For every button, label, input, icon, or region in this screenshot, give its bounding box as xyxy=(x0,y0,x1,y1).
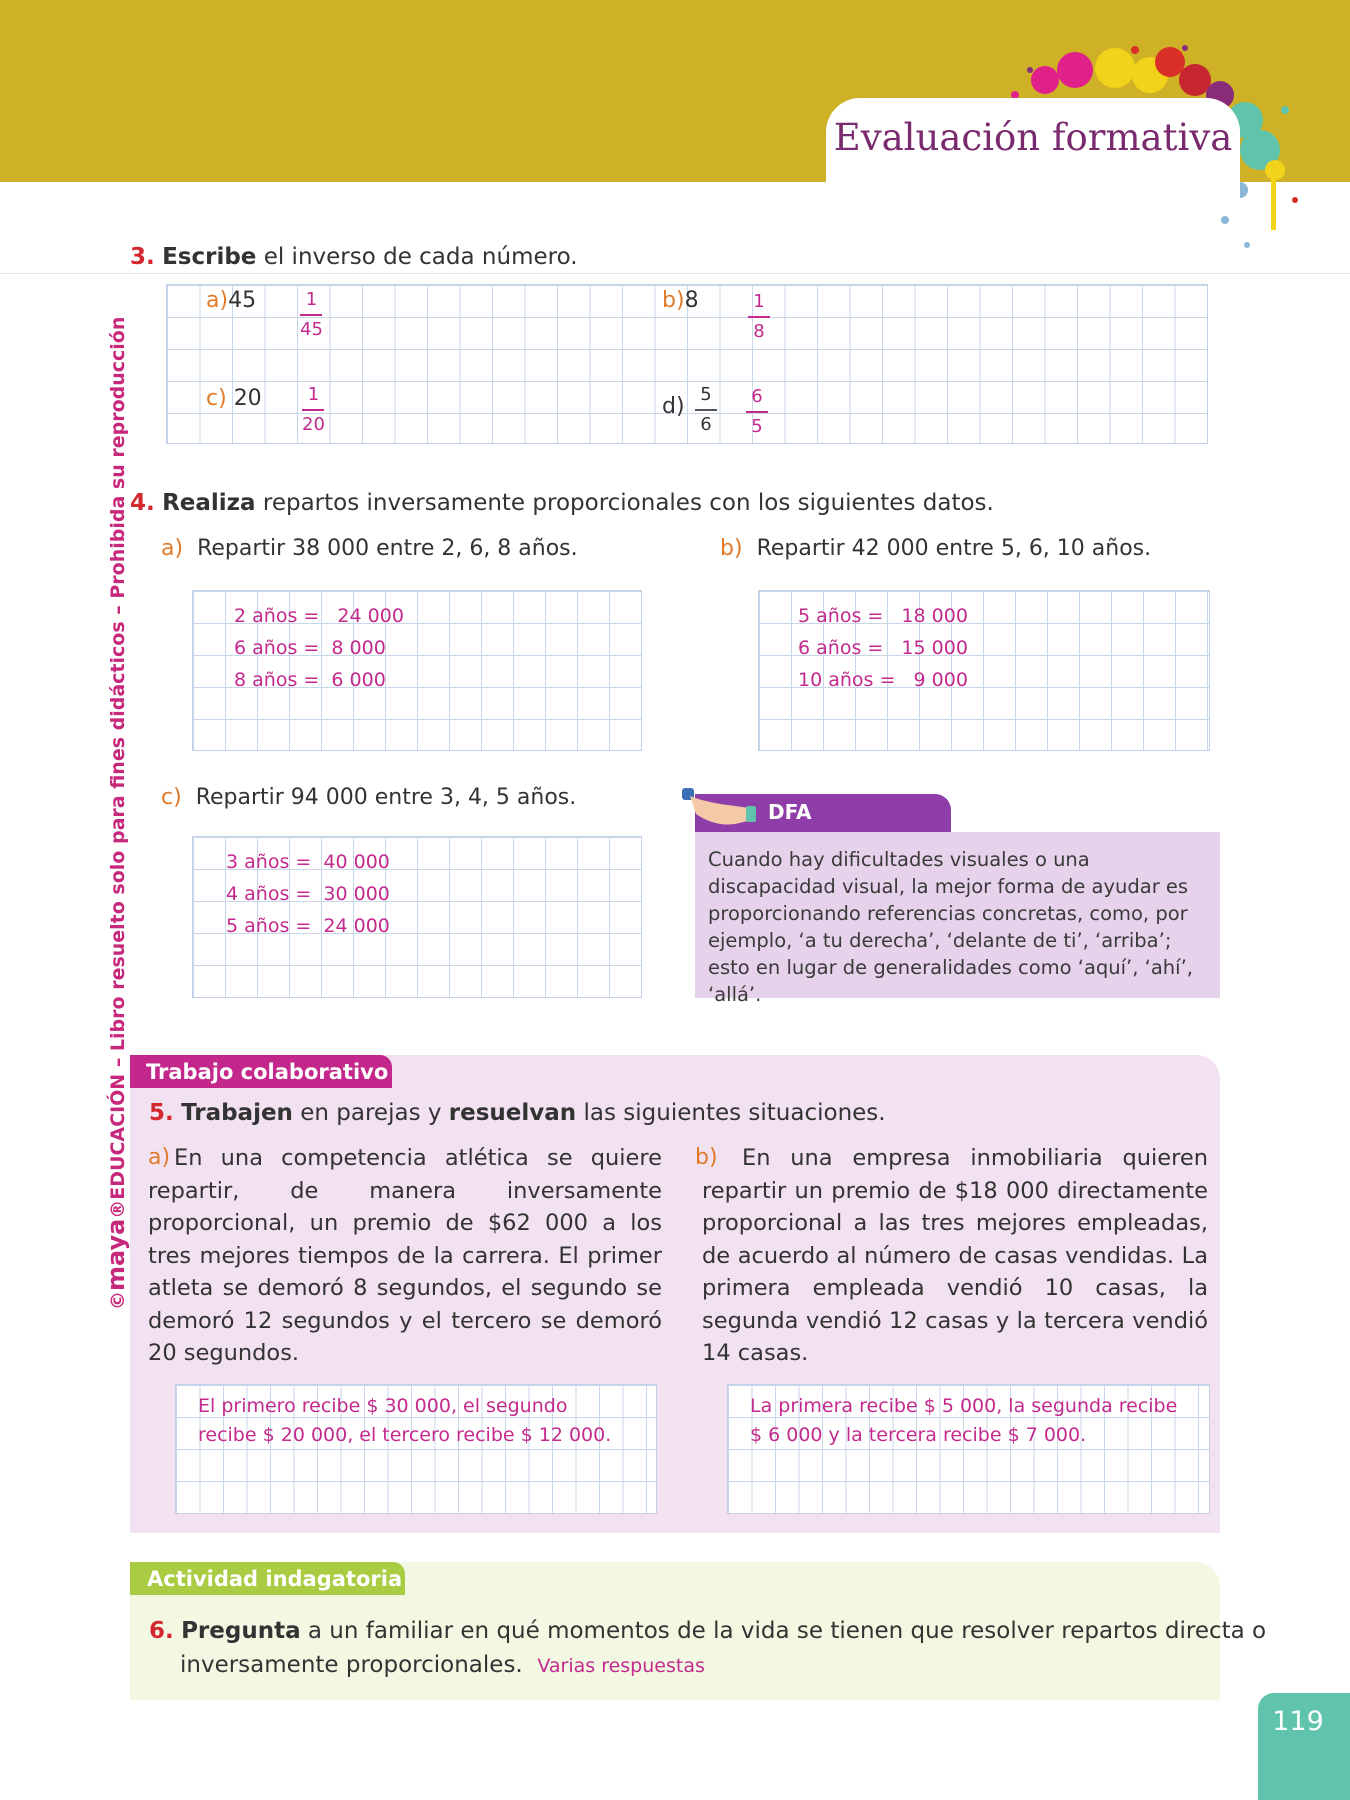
q4-part-b: b) Repartir 42 000 entre 5, 6, 10 años. xyxy=(720,536,1152,561)
page-number: 119 xyxy=(1272,1706,1324,1737)
q5-a-label: a) xyxy=(148,1145,171,1170)
q3-answer-c: 1 20 xyxy=(302,384,325,435)
q5-b-label: b) xyxy=(695,1145,718,1170)
q3-item-b: b)8 xyxy=(662,288,699,313)
q3-item-d-label: d) xyxy=(662,394,685,419)
sidebar-copyright: ©maya®EDUCACIÓN – Libro resuelto solo para fines didácticos – Prohibida su reproducción xyxy=(102,316,130,1310)
page-title: Evaluación formativa xyxy=(833,116,1233,159)
dfa-text: Cuando hay dificultades visuales o una discapacidad visual, la mejor forma de ayudar es proporcionando referencias concretas, como, por ejemplo, ‘a tu derecha’, ‘delante de ti’, ‘arriba’; esto en lugar de generalidades como ‘aquí’, ‘ahí’, ‘allá’. xyxy=(708,848,1193,1006)
q5-heading: 5. Trabajen en parejas y resuelvan las siguientes situaciones. xyxy=(149,1100,886,1126)
q3-answer-d: 6 5 xyxy=(746,387,768,437)
hand-icon xyxy=(680,784,760,834)
q6-line-2: inversamente proporcionales. Varias respuestas xyxy=(180,1652,705,1678)
q4-answers-a: 2 años = 24 000 6 años = 8 000 8 años = 6 000 xyxy=(234,605,404,691)
q3-answer-a: 1 45 xyxy=(300,289,323,340)
divider xyxy=(0,273,1350,274)
q3-answer-b: 1 8 xyxy=(748,292,770,342)
dfa-label: DFA xyxy=(768,800,812,824)
q3-item-c: c) 20 xyxy=(206,386,262,411)
q3-item-a: a)45 xyxy=(206,288,257,313)
q3-item-d-value: 5 6 xyxy=(695,385,717,435)
q4-part-a: a) Repartir 38 000 entre 2, 6, 8 años. xyxy=(161,536,578,561)
q4-part-c: c) Repartir 94 000 entre 3, 4, 5 años. xyxy=(161,785,577,810)
q5-answer-b: La primera recibe $ 5 000, la segunda recibe $ 6 000 y la tercera recibe $ 7 000. xyxy=(750,1395,1178,1446)
indag-label: Actividad indagatoria xyxy=(147,1567,403,1591)
q5-b-text: En una empresa inmobiliaria quieren repartir un premio de $18 000 directamente proporcional a las tres mejores empleadas, de acuerdo al número de casas vendidas. La primera empleada vendió 10 casas, la segunda vendió 12 casas y la tercera vendió 14 casas. xyxy=(702,1145,1208,1366)
q3-heading: 3. Escribe el inverso de cada número. xyxy=(130,244,578,270)
q4-heading: 4. Realiza repartos inversamente proporcionales con los siguientes datos. xyxy=(130,490,994,516)
q6-answer: Varias respuestas xyxy=(537,1655,705,1677)
q5-answer-a: El primero recibe $ 30 000, el segundo recibe $ 20 000, el tercero recibe $ 12 000. xyxy=(198,1395,612,1446)
q6-line-1: 6. Pregunta a un familiar en qué momentos de la vida se tienen que resolver repartos directa o xyxy=(149,1618,1267,1644)
q4-answers-c: 3 años = 40 000 4 años = 30 000 5 años = 24 000 xyxy=(226,851,390,937)
q5-a-text: En una competencia atlética se quiere repartir, de manera inversamente proporcional, un premio de $62 000 a los tres mejores tiempos de la carrera. El primer atleta se demoró 8 segundos, el segundo se demoró 12 segundos y el tercero se demoró 20 segundos. xyxy=(148,1145,662,1366)
collab-label: Trabajo colaborativo xyxy=(146,1060,389,1084)
q4-answers-b: 5 años = 18 000 6 años = 15 000 10 años = 9 000 xyxy=(798,605,968,691)
